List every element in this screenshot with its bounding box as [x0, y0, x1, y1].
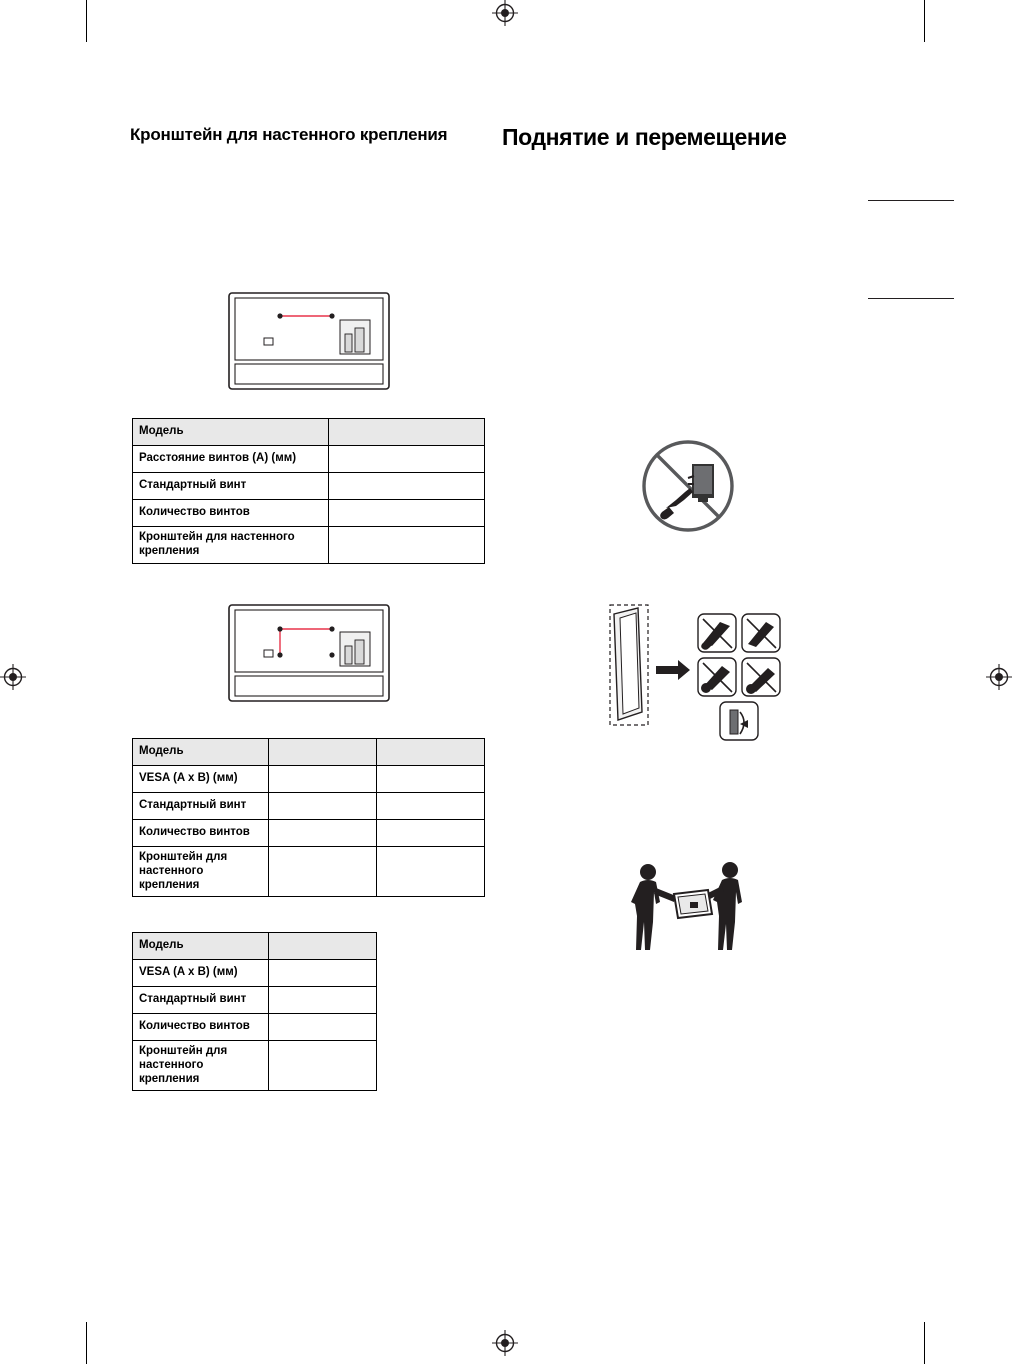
crop-mark-top-left [86, 0, 87, 42]
table-row [133, 820, 485, 847]
table-row [133, 987, 377, 1014]
panel-handling-instructions-icon [590, 600, 790, 768]
section-heading-wall-mount: Кронштейн для настенного крепления [130, 125, 448, 144]
table-cell-value [269, 847, 377, 897]
table-cell-value [329, 419, 485, 446]
table-cell-value [269, 1014, 377, 1041]
wall-mount-spec-table-three [132, 932, 377, 1091]
tv-rear-vesa-diagram [228, 604, 390, 704]
table-row [133, 766, 485, 793]
registration-mark-bottom [492, 1330, 518, 1356]
table-row [133, 1014, 377, 1041]
wall-mount-spec-table-one [132, 418, 485, 564]
table-cell-label: Количество винтов [133, 820, 269, 847]
table-cell-label: Стандартный винт [133, 473, 329, 500]
table-cell-label: VESA (A x B) (мм) [133, 766, 269, 793]
table-cell-value [329, 473, 485, 500]
crop-mark-bottom-right [924, 1322, 925, 1364]
table-cell-value [269, 1041, 377, 1091]
margin-rule-top [868, 200, 954, 201]
table-cell-label: Стандартный винт [133, 793, 269, 820]
table-cell-label: Расстояние винтов (A) (мм) [133, 446, 329, 473]
table-cell-value [377, 793, 485, 820]
table-cell-label: Модель [133, 419, 329, 446]
table-cell-label: Кронштейн для настенного крепления [133, 847, 269, 897]
table-cell-label: Стандартный винт [133, 987, 269, 1014]
table-row [133, 419, 485, 446]
crop-mark-bottom-left [86, 1322, 87, 1364]
table-row [133, 960, 377, 987]
margin-rule-bottom [868, 298, 954, 299]
table-row [133, 793, 485, 820]
table-cell-label: Модель [133, 739, 269, 766]
table-cell-value [269, 766, 377, 793]
table-row [133, 739, 485, 766]
table-row [133, 1041, 377, 1091]
table-cell-value [329, 446, 485, 473]
two-person-lift-icon [626, 860, 754, 964]
crop-mark-top-right [924, 0, 925, 42]
table-cell-value [269, 820, 377, 847]
table-row [133, 500, 485, 527]
table-cell-value [329, 527, 485, 564]
table-cell-value [377, 820, 485, 847]
table-cell-value [377, 847, 485, 897]
table-cell-value [269, 960, 377, 987]
table-cell-value [329, 500, 485, 527]
section-heading-lifting-moving: Поднятие и перемещение [502, 124, 787, 150]
table-cell-value [269, 739, 377, 766]
table-row [133, 446, 485, 473]
table-cell-label: VESA (A x B) (мм) [133, 960, 269, 987]
table-row [133, 527, 485, 564]
table-cell-value [377, 739, 485, 766]
no-touching-screen-warning-icon [636, 434, 740, 538]
table-row [133, 933, 377, 960]
table-cell-value [269, 933, 377, 960]
table-cell-value [269, 987, 377, 1014]
table-cell-label: Количество винтов [133, 1014, 269, 1041]
table-cell-label: Кронштейн для настенного крепления [133, 527, 329, 564]
table-cell-label: Модель [133, 933, 269, 960]
registration-mark-right [986, 664, 1012, 690]
tv-rear-screw-distance-diagram [228, 292, 390, 392]
table-row [133, 473, 485, 500]
registration-mark-left [0, 664, 26, 690]
table-cell-value [269, 793, 377, 820]
table-cell-value [377, 766, 485, 793]
registration-mark-top [492, 0, 518, 26]
table-row [133, 847, 485, 897]
table-cell-label: Кронштейн для настенного крепления [133, 1041, 269, 1091]
wall-mount-spec-table-two [132, 738, 485, 897]
table-cell-label: Количество винтов [133, 500, 329, 527]
